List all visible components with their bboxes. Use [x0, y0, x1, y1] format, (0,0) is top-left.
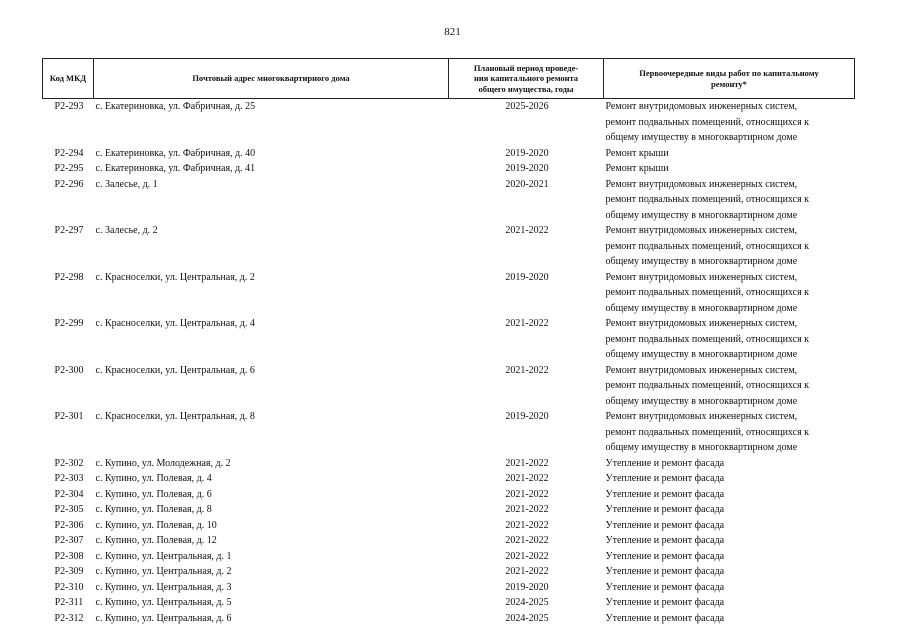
- row-address: с. Купино, ул. Полевая, д. 6: [95, 488, 212, 500]
- row-works: [604, 487, 855, 503]
- row-works-line: Утепление и ремонт фасада: [605, 550, 725, 562]
- table-row: [43, 316, 855, 363]
- row-address: с. Екатериновка, ул. Фабричная, д. 25: [95, 101, 256, 112]
- row-works: [604, 99, 855, 146]
- header-period-line: Плановый период проведе-: [473, 62, 579, 73]
- table-row: [43, 533, 855, 549]
- row-code: Р2-293: [54, 101, 84, 112]
- header-works-line: Первоочередные виды работ по капитальному: [639, 68, 819, 78]
- table-row: [43, 177, 855, 224]
- header-works: [604, 59, 855, 99]
- row-works-line: Ремонт внутридомовых инженерных систем,: [605, 318, 798, 329]
- row-works: [604, 549, 855, 565]
- row-code: Р2-310: [54, 581, 84, 593]
- row-works-line: Ремонт внутридомовых инженерных систем,: [605, 178, 798, 190]
- row-works: [604, 177, 855, 224]
- row-works-line: Утепление и ремонт фасада: [605, 612, 725, 624]
- row-works-line: ремонт подвальных помещений, относящихся к: [605, 333, 810, 345]
- row-period: 2021-2022: [505, 504, 549, 515]
- row-code: Р2-296: [54, 178, 84, 190]
- row-address: с. Красноселки, ул. Центральная, д. 8: [95, 411, 255, 422]
- row-works-line: общему имуществу в многоквартирном доме: [605, 442, 798, 453]
- row-period: 2021-2022: [505, 225, 549, 236]
- row-code: Р2-311: [54, 597, 84, 608]
- row-works-line: ремонт подвальных помещений, относящихся к: [605, 287, 810, 298]
- row-works-line: общему имуществу в многоквартирном доме: [605, 302, 798, 314]
- row-address: с. Купино, ул. Центральная, д. 5: [95, 597, 232, 608]
- row-works-line: ремонт подвальных помещений, относящихся к: [605, 116, 810, 128]
- row-period: 2025-2026: [505, 101, 549, 112]
- header-address: Почтовый адрес многоквартирного дома: [94, 59, 449, 99]
- row-code: Р2-308: [54, 550, 84, 562]
- row-works: [604, 316, 855, 363]
- row-works: [604, 363, 855, 410]
- header-period-line: ния капитального ремонта: [473, 73, 579, 84]
- row-address: с. Залесье, д. 2: [95, 225, 158, 236]
- row-works-line: Утепление и ремонт фасада: [605, 519, 725, 531]
- row-works-line: Утепление и ремонт фасада: [605, 457, 725, 469]
- row-code: Р2-297: [54, 225, 84, 236]
- row-works-line: ремонт подвальных помещений, относящихся к: [605, 194, 810, 205]
- table-header: [43, 59, 855, 99]
- row-address: с. Красноселки, ул. Центральная, д. 6: [95, 364, 255, 376]
- row-works-line: общему имуществу в многоквартирном доме: [605, 132, 798, 143]
- row-code: Р2-307: [54, 535, 84, 546]
- table-row: [43, 161, 855, 177]
- row-code: Р2-303: [54, 473, 84, 484]
- row-works-line: общему имуществу в многоквартирном доме: [605, 395, 798, 407]
- row-works-line: Ремонт внутридомовых инженерных систем,: [605, 101, 798, 112]
- table-row: [43, 580, 855, 596]
- table-row: [43, 363, 855, 410]
- row-address: с. Купино, ул. Центральная, д. 2: [95, 566, 232, 577]
- row-works-line: Утепление и ремонт фасада: [605, 504, 725, 515]
- row-works: [604, 146, 855, 162]
- row-works: [604, 456, 855, 472]
- row-period: 2019-2020: [505, 271, 549, 283]
- row-period: 2021-2022: [505, 457, 549, 469]
- table-row: [43, 99, 855, 146]
- row-period: 2020-2021: [505, 178, 549, 190]
- header-code: Код МКД: [43, 59, 94, 99]
- row-address: с. Залесье, д. 1: [95, 178, 158, 190]
- row-works: [604, 270, 855, 317]
- row-code: Р2-304: [54, 488, 84, 500]
- table-row: [43, 223, 855, 270]
- row-works: [604, 595, 855, 611]
- row-works: [604, 223, 855, 270]
- row-works: [604, 518, 855, 534]
- row-period: 2021-2022: [505, 318, 549, 329]
- row-code: Р2-299: [54, 318, 84, 329]
- table-row: [43, 518, 855, 534]
- table-row: [43, 611, 855, 627]
- row-period: 2024-2025: [505, 612, 549, 624]
- row-period: 2021-2022: [505, 550, 549, 562]
- row-code: Р2-295: [54, 163, 84, 174]
- row-works-line: Ремонт внутридомовых инженерных систем,: [605, 225, 798, 236]
- capital-repair-table: [42, 58, 855, 626]
- row-code: Р2-302: [54, 457, 84, 469]
- table-row: [43, 409, 855, 456]
- row-works: [604, 533, 855, 549]
- table-row: [43, 146, 855, 162]
- row-address: с. Купино, ул. Полевая, д. 4: [95, 473, 212, 484]
- row-works-line: ремонт подвальных помещений, относящихся к: [605, 240, 810, 252]
- row-period: 2024-2025: [505, 597, 549, 608]
- row-works-line: Утепление и ремонт фасада: [605, 535, 725, 546]
- row-works-line: ремонт подвальных помещений, относящихся к: [605, 380, 810, 391]
- row-code: Р2-298: [54, 271, 84, 283]
- row-period: 2021-2022: [505, 488, 549, 500]
- table-row: [43, 270, 855, 317]
- row-works-line: Ремонт крыши: [605, 163, 669, 174]
- table-row: [43, 502, 855, 518]
- row-address: с. Купино, ул. Молодежная, д. 2: [95, 457, 231, 469]
- table-body: [43, 99, 855, 627]
- header-works-line: ремонту*: [711, 78, 747, 89]
- row-works-line: общему имуществу в многоквартирном доме: [605, 256, 798, 267]
- row-works-line: Утепление и ремонт фасада: [605, 473, 725, 484]
- table-row: [43, 564, 855, 580]
- row-works-line: Ремонт внутридомовых инженерных систем,: [605, 271, 798, 283]
- row-works-line: Утепление и ремонт фасада: [605, 597, 725, 608]
- row-address: с. Купино, ул. Полевая, д. 12: [95, 535, 217, 546]
- row-period: 2021-2022: [505, 535, 549, 546]
- row-works: [604, 161, 855, 177]
- row-period: 2019-2020: [505, 581, 549, 593]
- row-period: 2021-2022: [505, 364, 549, 376]
- row-period: 2019-2020: [505, 147, 549, 159]
- row-period: 2021-2022: [505, 566, 549, 577]
- table-row: [43, 456, 855, 472]
- row-code: Р2-305: [54, 504, 84, 515]
- row-period: 2021-2022: [505, 473, 549, 484]
- row-address: с. Красноселки, ул. Центральная, д. 4: [95, 318, 255, 329]
- row-code: Р2-294: [54, 147, 84, 159]
- header-period-line: общего имущества, годы: [478, 83, 574, 94]
- row-code: Р2-300: [54, 364, 84, 376]
- row-works: [604, 611, 855, 627]
- row-works-line: общему имуществу в многоквартирном доме: [605, 349, 798, 360]
- row-address: с. Купино, ул. Центральная, д. 3: [95, 581, 232, 593]
- row-address: с. Купино, ул. Полевая, д. 8: [95, 504, 212, 515]
- row-works-line: Ремонт крыши: [605, 147, 669, 159]
- row-works-line: Утепление и ремонт фасада: [605, 566, 725, 577]
- row-works-line: ремонт подвальных помещений, относящихся к: [605, 426, 810, 438]
- row-address: с. Купино, ул. Центральная, д. 1: [95, 550, 232, 562]
- row-works: [604, 502, 855, 518]
- row-address: с. Екатериновка, ул. Фабричная, д. 40: [95, 147, 256, 159]
- row-works-line: Ремонт внутридомовых инженерных систем,: [605, 411, 798, 422]
- row-works-line: Ремонт внутридомовых инженерных систем,: [605, 364, 798, 376]
- row-period: 2019-2020: [505, 411, 549, 422]
- row-works: [604, 471, 855, 487]
- row-code: Р2-309: [54, 566, 84, 577]
- header-period: [449, 59, 604, 99]
- row-address: с. Купино, ул. Центральная, д. 6: [95, 612, 232, 624]
- table-row: [43, 549, 855, 565]
- row-works: [604, 580, 855, 596]
- page-number: 821: [444, 26, 461, 38]
- table-row: [43, 595, 855, 611]
- row-period: 2021-2022: [505, 519, 549, 531]
- table-row: [43, 471, 855, 487]
- row-address: с. Екатериновка, ул. Фабричная, д. 41: [95, 163, 256, 174]
- row-address: с. Красноселки, ул. Центральная, д. 2: [95, 271, 255, 283]
- row-code: Р2-306: [54, 519, 84, 531]
- row-works-line: общему имуществу в многоквартирном доме: [605, 209, 798, 221]
- row-period: 2019-2020: [505, 163, 549, 174]
- row-address: с. Купино, ул. Полевая, д. 10: [95, 519, 217, 531]
- table-row: [43, 487, 855, 503]
- row-works: [604, 409, 855, 456]
- row-works: [604, 564, 855, 580]
- row-code: Р2-301: [54, 411, 84, 422]
- row-works-line: Утепление и ремонт фасада: [605, 488, 725, 500]
- row-code: Р2-312: [54, 612, 84, 624]
- row-works-line: Утепление и ремонт фасада: [605, 581, 725, 593]
